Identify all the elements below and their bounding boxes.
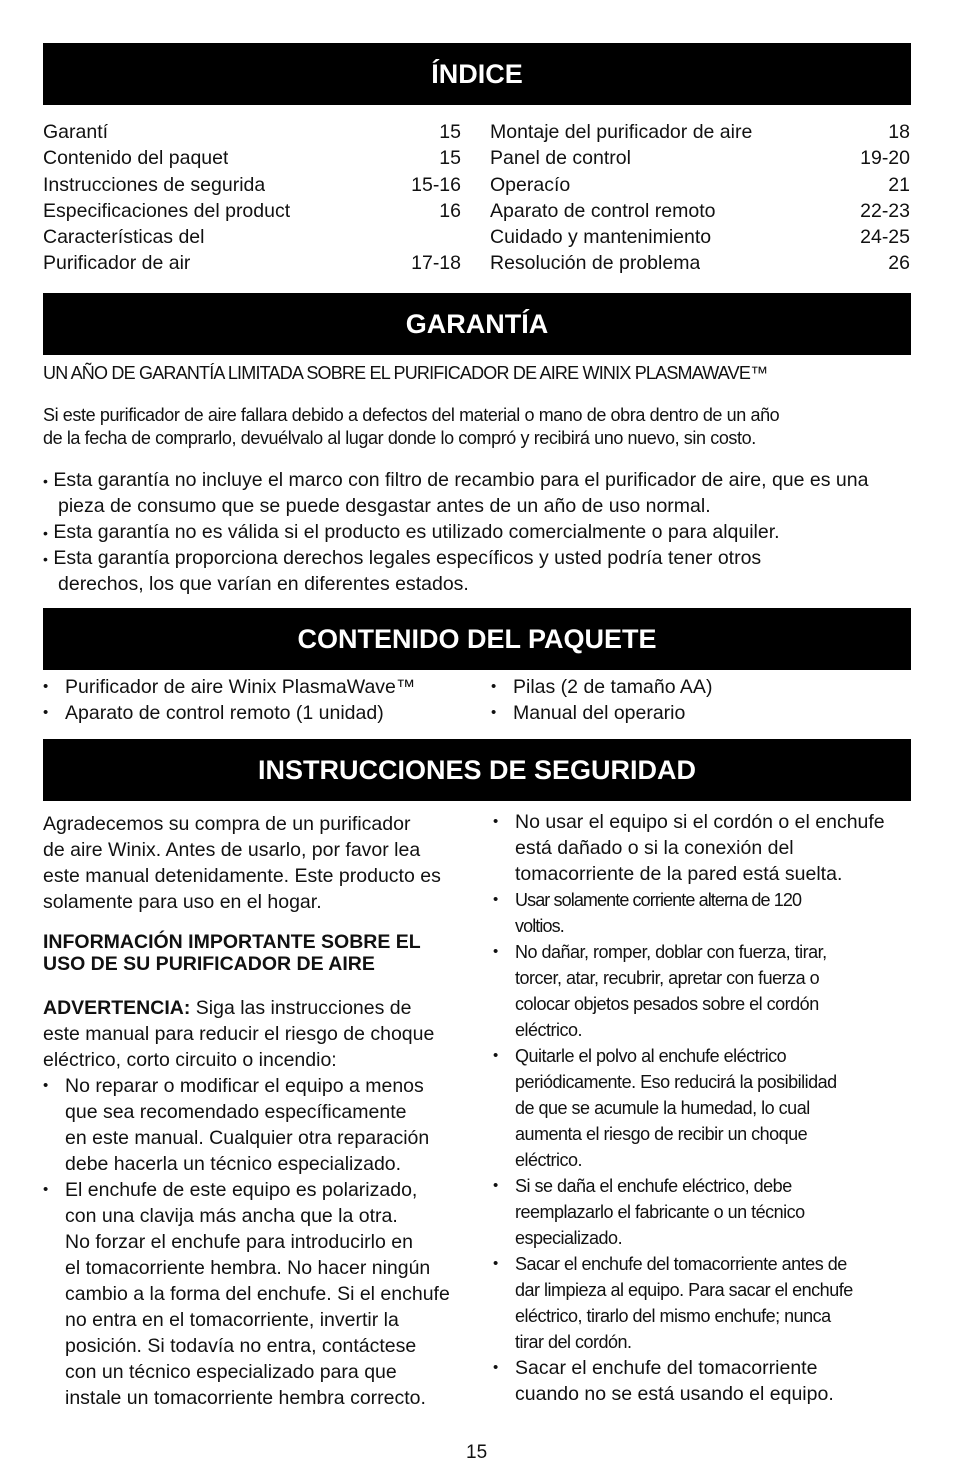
- garantia-bullet-1: • Esta garantía no incluye el marco con filtro de recambio para el purificador de aire, que es una: [43, 469, 869, 491]
- safety-bullet: [493, 1355, 913, 1407]
- warning-rest: Siga las instrucciones de: [190, 997, 412, 1019]
- toc-row: [490, 172, 910, 198]
- toc-row: [43, 224, 461, 250]
- toc-page: 22-23: [860, 199, 910, 222]
- toc-label: Resolución de problema: [490, 252, 701, 275]
- contenido-header: [43, 608, 911, 670]
- garantia-header: [43, 293, 911, 355]
- safety-bullet: [493, 887, 913, 939]
- bullet-line: posición. Si todavía no entra, contáctese: [65, 1335, 417, 1357]
- toc-page: 17-18: [411, 252, 461, 275]
- safety-bullet: [43, 1073, 473, 1177]
- bullet-line: No forzar el enchufe para introducirlo en: [65, 1231, 413, 1253]
- bullet-line: torcer, atar, recubrir, apretar con fuerza o: [515, 968, 820, 988]
- bullet-line: • Sacar el enchufe del tomacorriente: [515, 1357, 818, 1379]
- seguridad-title: INSTRUCCIONES DE SEGURIDAD: [257, 754, 697, 785]
- safety-bullet: [493, 1043, 913, 1173]
- seguridad-header: [43, 739, 911, 801]
- contenido-left: [43, 674, 415, 726]
- toc-row: [490, 198, 910, 224]
- warning-first-line: [43, 995, 473, 1021]
- contenido-item: • Pilas (2 de tamaño AA): [491, 674, 712, 700]
- toc-label: Montaje del purificador de aire: [490, 121, 753, 143]
- garantia-bullet-2: • Esta garantía no es válida si el producto es utilizado comercialmente o para alquiler.: [43, 521, 780, 543]
- left-bullets: [43, 1073, 473, 1411]
- seguridad-intro: [43, 811, 473, 915]
- toc-left: [43, 119, 461, 277]
- garantia-bullet-2-line1: Esta garantía no es válida si el producto es utilizado comercialmente o para alquiler.: [53, 521, 780, 543]
- seguridad-right-column: [493, 809, 913, 1407]
- intro-line: Agradecemos su compra de un purificador: [43, 813, 411, 835]
- bullet-line: voltios.: [515, 916, 564, 936]
- intro-line: de aire Winix. Antes de usarlo, por favor lea: [43, 839, 421, 861]
- bullet-line: con una clavija más ancha que la otra.: [65, 1205, 398, 1227]
- bullet-line: no entra en el tomacorriente, invertir la: [65, 1309, 399, 1331]
- toc-row: [43, 145, 461, 171]
- safety-bullet: [493, 1173, 913, 1251]
- bullet-line: el tomacorriente hembra. No hacer ningún: [65, 1257, 431, 1279]
- bullet-line: eléctrico.: [515, 1020, 583, 1040]
- toc-page: 15-16: [411, 173, 461, 196]
- bullet-line: periódicamente. Eso reducirá la posibilidad: [515, 1072, 837, 1092]
- toc-page: 15: [439, 147, 461, 170]
- heading-line: USO DE SU PURIFICADOR DE AIRE: [43, 953, 375, 975]
- bullet-line: cambio a la forma del enchufe. Si el enchufe: [65, 1283, 450, 1305]
- seguridad-left-column: [43, 811, 473, 1411]
- garantia-bullet-3-line1: Esta garantía proporciona derechos legales específicos y usted podría tener otros: [53, 547, 762, 569]
- bullet-line: • Si se daña el enchufe eléctrico, debe: [515, 1176, 792, 1196]
- bullet-line: • No reparar o modificar el equipo a menos: [65, 1075, 424, 1097]
- toc-page: 16: [439, 199, 461, 222]
- garantia-title: GARANTÍA: [405, 308, 549, 339]
- warning-line: este manual para reducir el riesgo de choque: [43, 1023, 435, 1045]
- garantia-intro-line2: de la fecha de comprarlo, devuélvalo al lugar donde lo compró y recibirá uno nuevo, sin costo.: [43, 428, 756, 448]
- toc-row: [490, 119, 910, 145]
- toc-row: [490, 224, 910, 250]
- toc-row: [490, 250, 910, 276]
- toc-page: 19-20: [860, 147, 910, 170]
- bullet-line: • El enchufe de este equipo es polarizado,: [65, 1179, 418, 1201]
- bullet-line: tirar del cordón.: [515, 1332, 632, 1352]
- contenido-title: CONTENIDO DEL PAQUETE: [297, 623, 657, 654]
- indice-header: [43, 43, 911, 105]
- garantia-intro-line1: Si este purificador de aire fallara debido a defectos del material o mano de obra dentro de un año: [43, 405, 780, 425]
- toc-row: [43, 172, 461, 198]
- bullet-line: tomacorriente de la pared está suelta.: [515, 863, 843, 885]
- bullet-line: de que se acumule la humedad, lo cual: [515, 1098, 810, 1118]
- warning-line: eléctrico, corto circuito o incendio:: [43, 1049, 337, 1071]
- toc-page: 18: [888, 121, 910, 143]
- contenido-item: • Purificador de aire Winix PlasmaWave™: [43, 674, 415, 700]
- garantia-bullet-3: • Esta garantía proporciona derechos legales específicos y usted podría tener otros: [43, 547, 762, 569]
- bullet-line: • No dañar, romper, doblar con fuerza, tirar,: [515, 942, 827, 962]
- bullet-line: dar limpieza al equipo. Para sacar el enchufe: [515, 1280, 853, 1300]
- safety-bullet: [493, 1251, 913, 1355]
- toc-row: [43, 119, 461, 145]
- page-number: 15: [466, 1442, 488, 1463]
- toc-label: Contenido del paquet: [43, 147, 229, 170]
- toc-label: Panel de control: [490, 147, 631, 170]
- toc-label: Operacío: [490, 173, 571, 196]
- toc-page: 26: [888, 252, 910, 275]
- toc-label: Instrucciones de segurida: [43, 173, 266, 196]
- toc-row: [43, 250, 461, 276]
- safety-bullet: [493, 809, 913, 887]
- bullet-line: en este manual. Cualquier otra reparación: [65, 1127, 430, 1149]
- safety-bullet: [43, 1177, 473, 1411]
- bullet-line: colocar objetos pesados sobre el cordón: [515, 994, 819, 1014]
- toc-right: [490, 119, 910, 277]
- bullet-line: instale un tomacorriente hembra correcto.: [65, 1387, 426, 1409]
- garantia-bullet-3-line2: derechos, los que varían en diferentes estados.: [58, 573, 469, 595]
- contenido-right: [491, 674, 712, 726]
- warning-paragraph: [43, 995, 473, 1073]
- garantia-subtitle: UN AÑO DE GARANTÍA LIMITADA SOBRE EL PURIFICADOR DE AIRE WINIX PLASMAWAVE™: [43, 363, 768, 383]
- bullet-line: reemplazarlo el fabricante o un técnico: [515, 1202, 805, 1222]
- toc-label: Aparato de control remoto: [490, 199, 716, 222]
- warning-label: ADVERTENCIA:: [43, 997, 191, 1019]
- garantia-bullet-1-line1: Esta garantía no incluye el marco con filtro de recambio para el purificador de aire, que es una: [53, 469, 869, 491]
- indice-title: ÍNDICE: [431, 58, 523, 89]
- bullet-line: • Sacar el enchufe del tomacorriente antes de: [515, 1254, 847, 1274]
- toc-label: Garantí: [43, 121, 109, 143]
- toc-page: 24-25: [860, 226, 910, 249]
- bullet-line: está dañado o si la conexión del: [515, 837, 794, 859]
- bullet-line: cuando no se está usando el equipo.: [515, 1383, 834, 1405]
- contenido-item: • Aparato de control remoto (1 unidad): [43, 700, 415, 726]
- toc-page: 15: [439, 121, 461, 143]
- toc-label: Especificaciones del product: [43, 199, 291, 222]
- bullet-line: eléctrico, tirarlo del mismo enchufe; nunca: [515, 1306, 831, 1326]
- contenido-item: • Manual del operario: [491, 700, 712, 726]
- intro-line: solamente para uso en el hogar.: [43, 891, 322, 913]
- toc-label: Purificador de air: [43, 252, 191, 275]
- bullet-line: • No usar el equipo si el cordón o el enchufe: [515, 811, 885, 833]
- toc-row: [43, 198, 461, 224]
- garantia-bullet-1-line2: pieza de consumo que se puede desgastar antes de un año de uso normal.: [58, 495, 711, 517]
- toc-page: 21: [888, 173, 910, 196]
- safety-bullet: [493, 939, 913, 1043]
- toc-row: [490, 145, 910, 171]
- bullet-line: • Quitarle el polvo al enchufe eléctrico: [515, 1046, 787, 1066]
- toc-label: Cuidado y mantenimiento: [490, 226, 712, 249]
- bullet-line: con un técnico especializado para que: [65, 1361, 397, 1383]
- toc-label: Características del: [43, 226, 205, 249]
- bullet-line: especializado.: [515, 1228, 623, 1248]
- bullet-line: eléctrico.: [515, 1150, 583, 1170]
- bullet-line: debe hacerla un técnico especializado.: [65, 1153, 402, 1175]
- bullet-line: aumenta el riesgo de recibir un choque: [515, 1124, 808, 1144]
- heading-line: INFORMACIÓN IMPORTANTE SOBRE EL: [43, 931, 421, 953]
- important-info-heading: [43, 931, 473, 975]
- bullet-line: • Usar solamente corriente alterna de 120: [515, 890, 802, 910]
- bullet-line: que sea recomendado específicamente: [65, 1101, 407, 1123]
- intro-line: este manual detenidamente. Este producto es: [43, 865, 441, 887]
